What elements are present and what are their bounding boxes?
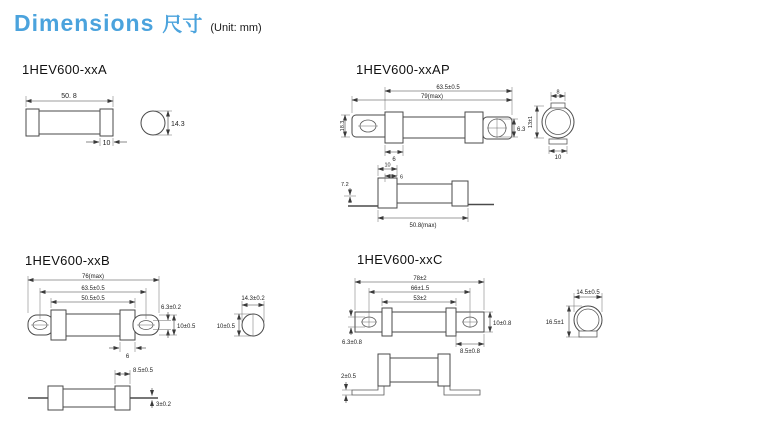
dim-ap-side-cap-outer <box>378 163 397 177</box>
dim-b-hole-centers-label: 63.5±0.5 <box>81 286 105 292</box>
dim-ap-tab-height <box>340 115 350 137</box>
dim-b-body <box>51 296 135 308</box>
dim-ap-end-bottom-tab <box>549 146 567 161</box>
dim-ap-side-lead-offset-label: 7.2 <box>341 182 349 188</box>
dim-c-tab-height-label: 10±0.8 <box>493 321 512 327</box>
dim-c-tab-width-label: 8.5±0.8 <box>460 349 480 355</box>
dim-a-cap-label: 10 <box>102 140 111 147</box>
dim-ap-side-cap-outer-label: 10 <box>384 162 391 169</box>
section-ap-title: 1HEV600-xxAP <box>356 62 450 77</box>
dim-b-end-height-label: 10±0.5 <box>216 324 235 330</box>
dim-b-cap-step-label: 6 <box>125 354 130 360</box>
drawing-ap <box>340 78 600 233</box>
fuse-ap-bottom-view <box>348 178 494 208</box>
dim-b-overall-label: 76(max) <box>81 274 105 280</box>
dim-b-end-dia-label: 14.3±0.2 <box>241 296 265 302</box>
dim-b-tab-height-label: 10±0.5 <box>177 324 196 330</box>
dim-b-cap-width <box>115 368 154 384</box>
dim-ap-cap-width <box>385 145 403 163</box>
fuse-a-end-view <box>141 111 165 135</box>
fuse-b-bottom-view <box>28 386 158 410</box>
dim-ap-side-overall <box>378 208 468 229</box>
dim-c-tab-height <box>484 312 512 332</box>
fuse-ap-end-view <box>542 103 574 144</box>
drawing-b <box>15 268 350 445</box>
dim-c-leg-thickness-label: 2±0.5 <box>341 374 356 380</box>
dim-ap-overall-length-label: 79(max) <box>420 94 444 100</box>
dim-a-length-label: 50. 8 <box>61 93 77 100</box>
unit-note: (Unit: mm) <box>210 22 262 34</box>
dim-c-end-dia-label: 14.5±0.5 <box>576 290 600 296</box>
drawing-c <box>340 268 665 445</box>
dim-ap-end-dia-label: 13±1 <box>528 115 534 129</box>
dim-ap-tab-height-label: 18.3 <box>340 120 346 132</box>
dim-c-hole-centers-label: 66±1.5 <box>410 286 430 292</box>
section-a-title: 1HEV600-xxA <box>22 62 107 77</box>
dim-b-overall <box>28 274 159 313</box>
dim-ap-cap-width-label: 6 <box>392 157 396 163</box>
dim-b-lead-dia-label: 3±0.2 <box>156 402 171 408</box>
fuse-ap-side-view <box>352 112 512 143</box>
drawing-a <box>15 86 230 158</box>
fuse-c-bracket-view <box>352 354 480 395</box>
dim-ap-end-top-tab <box>551 90 565 102</box>
dim-ap-side-overall-label: 50.8(max) <box>409 223 437 229</box>
dim-a-diameter-label: 14.3 <box>171 121 185 128</box>
fuse-b-end-view <box>242 314 264 336</box>
dim-c-body <box>382 296 456 306</box>
dim-a-length <box>26 93 113 107</box>
page-title: Dimensions <box>14 10 155 36</box>
dim-c-leg-thickness <box>341 374 357 403</box>
dim-b-cap-step <box>109 342 146 360</box>
dim-c-hole-height-label: 6.3±0.8 <box>342 340 362 346</box>
fuse-c-side-view <box>355 308 484 336</box>
fuse-c-end-view <box>574 306 602 337</box>
dim-c-overall-label: 78±2 <box>413 276 427 282</box>
dim-ap-hole-dia-label: 6.3 <box>517 127 526 133</box>
dim-c-tab-width <box>456 334 484 355</box>
dim-b-tab-height <box>159 315 196 335</box>
page-title-zh: 尺寸 <box>162 14 203 36</box>
dim-ap-overall-length <box>352 94 512 113</box>
dim-b-cap-width-label: 8.5±0.5 <box>133 368 153 374</box>
fuse-a-side-view <box>26 109 113 136</box>
dim-b-hole-height-label: 6.3±0.2 <box>161 305 181 311</box>
dim-c-overall <box>355 276 484 310</box>
section-c-title: 1HEV600-xxC <box>357 252 443 267</box>
dim-c-end-height-label: 16.5±1 <box>545 320 564 326</box>
dim-ap-end-top-tab-label: 8 <box>556 89 560 96</box>
dim-ap-body-length-label: 63.5±0.5 <box>436 85 460 91</box>
dim-a-cap <box>86 138 127 147</box>
section-b-title: 1HEV600-xxB <box>25 253 110 268</box>
dim-ap-side-cap-inner-label: 6 <box>400 174 404 181</box>
dim-b-body-label: 50.5±0.5 <box>81 296 105 302</box>
dim-ap-end-bottom-tab-label: 10 <box>554 155 562 161</box>
dim-ap-side-lead-offset <box>341 182 356 203</box>
page-header <box>14 8 262 37</box>
dim-c-body-label: 53±2 <box>413 296 427 302</box>
fuse-b-side-view <box>28 310 159 340</box>
